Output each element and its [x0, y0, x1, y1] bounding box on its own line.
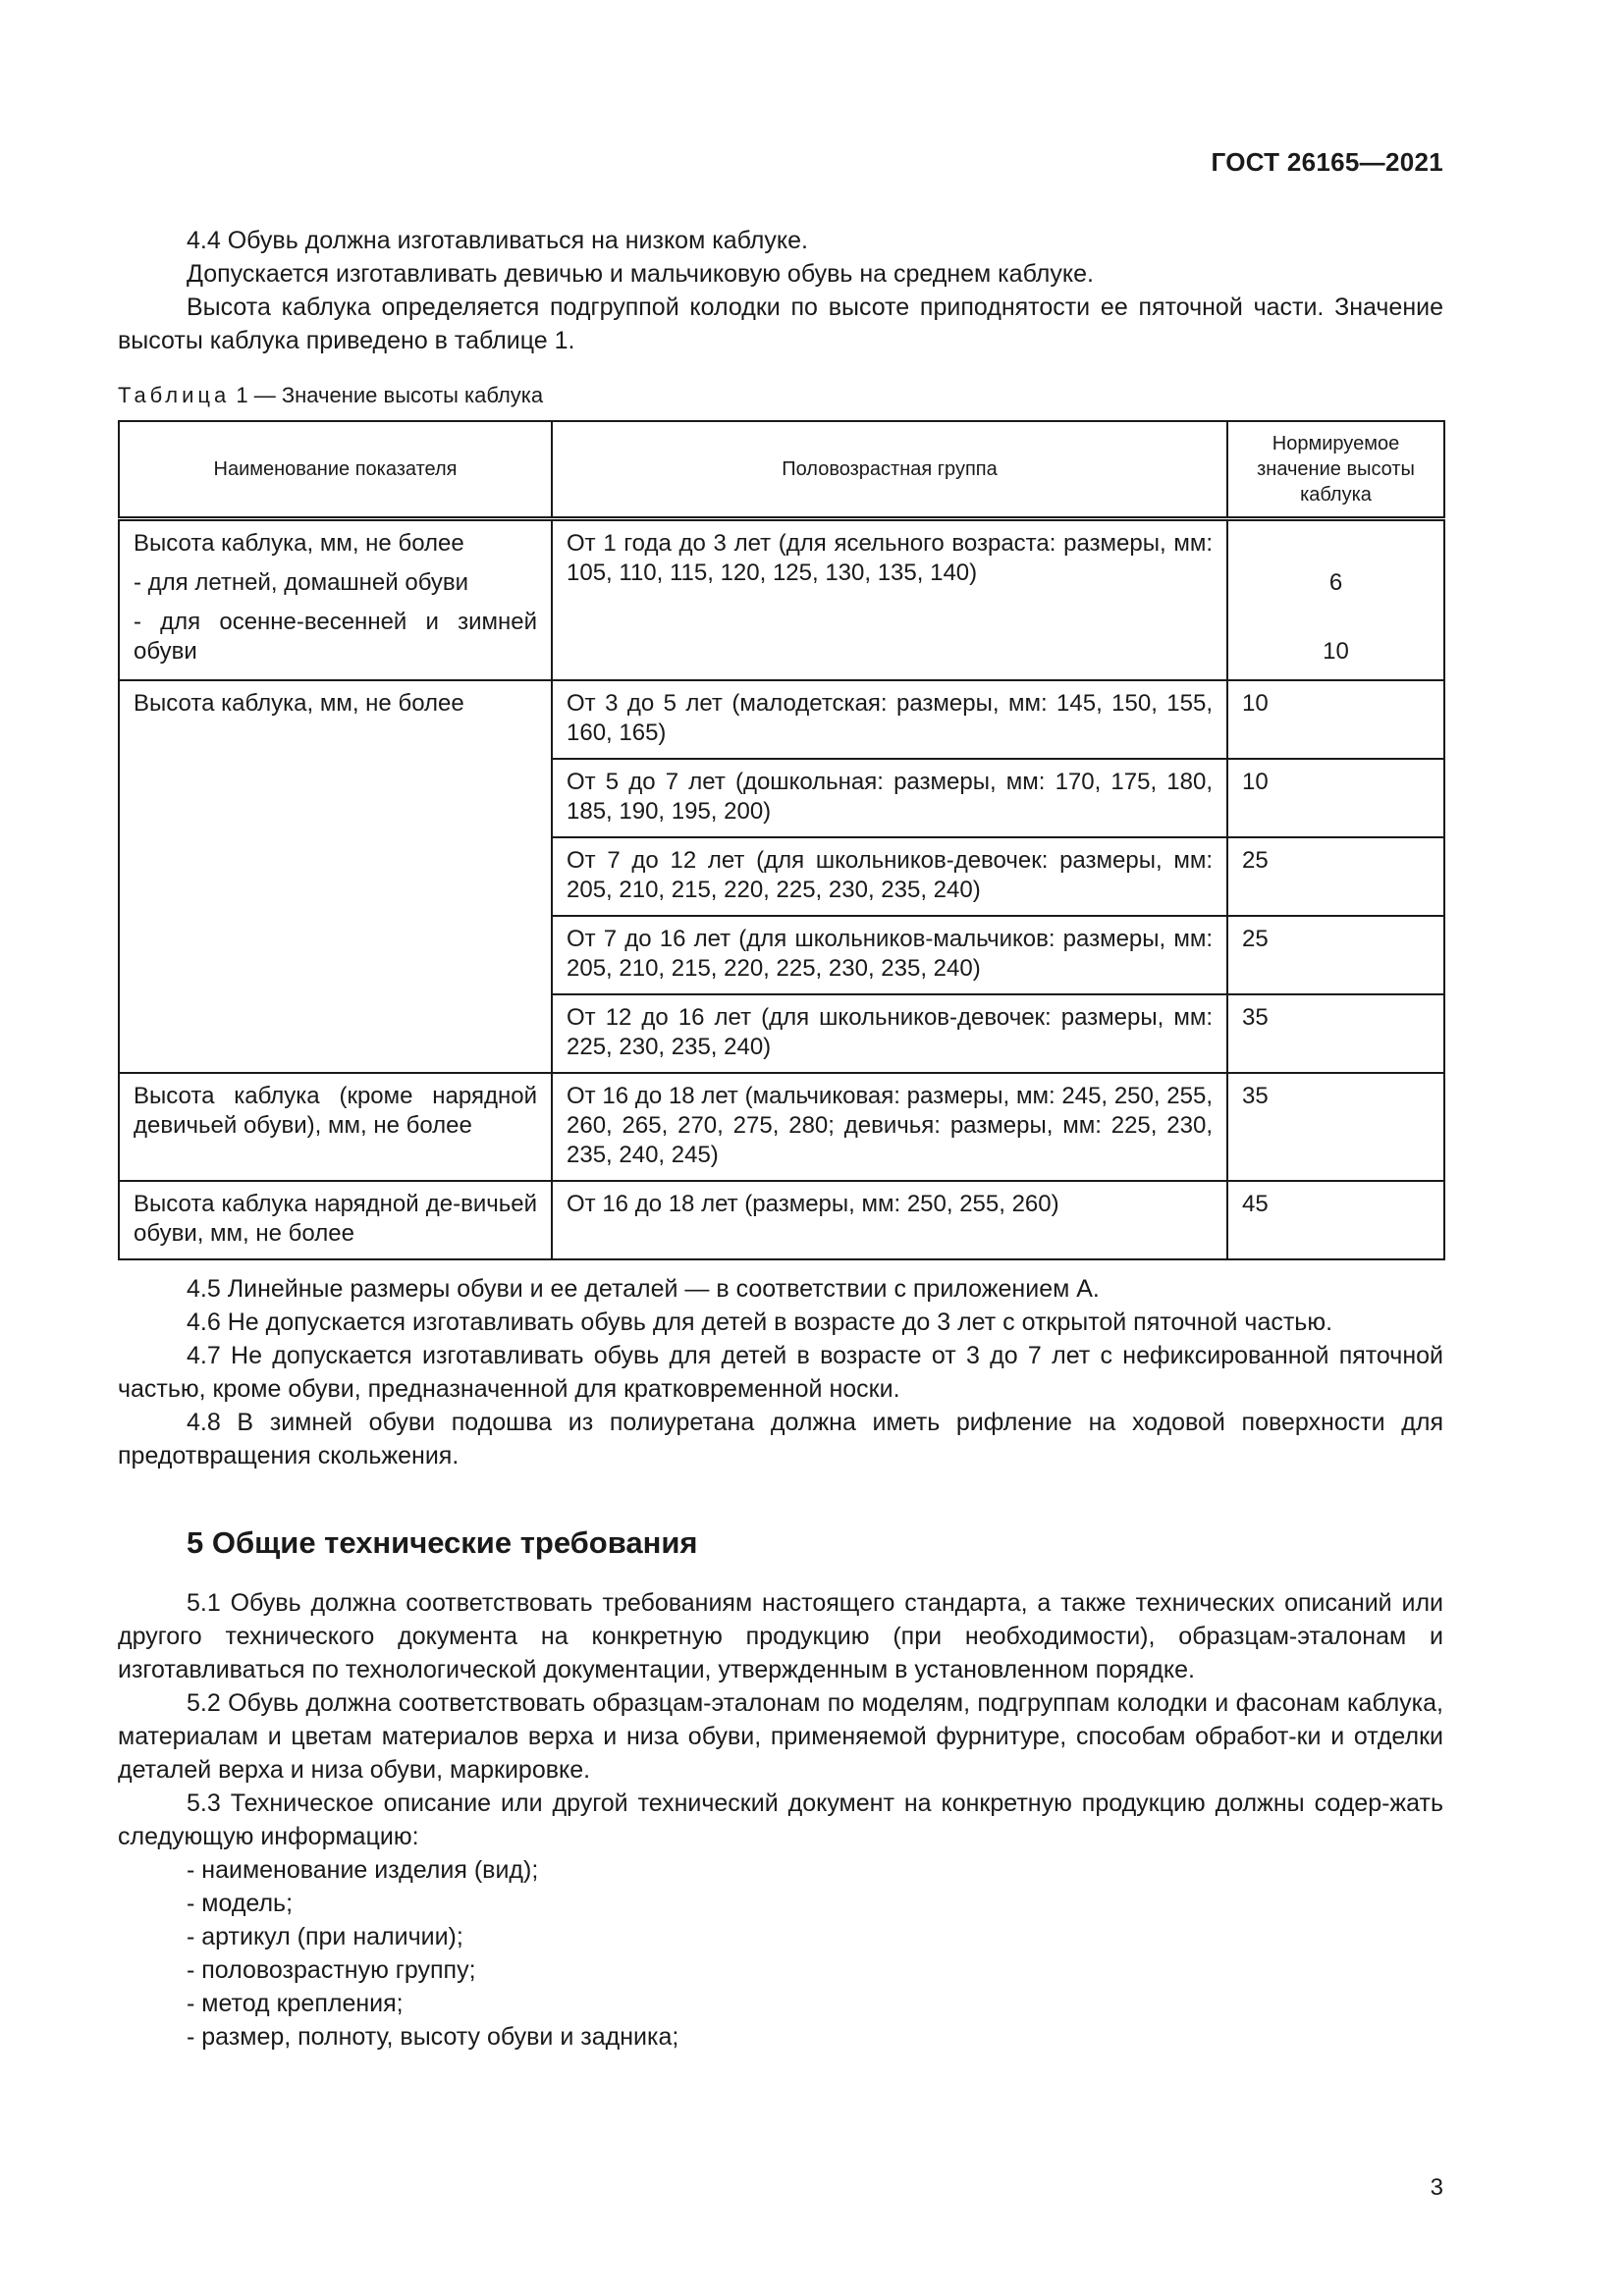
paragraph-4-4: 4.4 Обувь должна изготавливаться на низком каблуке.: [187, 227, 808, 254]
row3-group: От 16 до 18 лет (мальчиковая: размеры, мм: 245, 250, 255, 260, 265, 270, 275, 280; девичья: размеры, мм: 225, 230, 235, 240, 245): [552, 1073, 1227, 1181]
row1-sub-winter: - для осенне-весенней и зимней обуви: [134, 609, 537, 665]
paragraph-4-5: 4.5 Линейные размеры обуви и ее деталей — в соответствии с приложением А.: [187, 1274, 1100, 1303]
row2-group-1: От 3 до 5 лет (малодетская: размеры, мм: 145, 150, 155, 160, 165): [552, 680, 1227, 759]
page-content: [118, 224, 1443, 2054]
table-header-row: [119, 421, 1444, 519]
row4-group: От 16 до 18 лет (размеры, мм: 250, 255, 260): [552, 1181, 1227, 1259]
paragraph-5-2: 5.2 Обувь должна соответствовать образцам-эталонам по моделям, подгруппам колодки и фасонам каблука, материалам и цветам материалов верха и низа обуви, применяемой фурнитуре, способам обработ-ки и отделки деталей верха и низа обуви, маркировке.: [118, 1688, 1443, 1784]
row2-group-5: От 12 до 16 лет (для школьников-девочек: размеры, мм: 225, 230, 235, 240): [552, 994, 1227, 1073]
paragraph-4-6: 4.6 Не допускается изготавливать обувь для детей в возрасте до 3 лет с открытой пяточной частью.: [187, 1308, 1333, 1336]
paragraph-4-7: 4.7 Не допускается изготавливать обувь для детей в возрасте от 3 до 7 лет с нефиксированной пяточной частью, кроме обуви, предназначенной для кратковременной носки.: [118, 1341, 1443, 1403]
row4-name: Высота каблука нарядной де-вичьей обуви, мм, не более: [119, 1181, 552, 1259]
row3-name: Высота каблука (кроме нарядной девичьей обуви), мм, не более: [119, 1073, 552, 1181]
row1-name: Высота каблука, мм, не более: [134, 530, 464, 557]
row3-value: 35: [1227, 1073, 1444, 1181]
row2-value-5: 35: [1227, 994, 1444, 1073]
row2-group-3: От 7 до 12 лет (для школьников-девочек: размеры, мм: 205, 210, 215, 220, 225, 230, 235, 240): [552, 837, 1227, 916]
row2-value-1: 10: [1227, 680, 1444, 759]
requirements-list: [118, 1853, 1443, 2054]
header-norm-value: Нормируемое значение высоты каблука: [1227, 421, 1444, 519]
row2-value-3: 25: [1227, 837, 1444, 916]
list-item: - наименование изделия (вид);: [187, 1855, 539, 1884]
row1-sub-summer: - для летней, домашней обуви: [134, 569, 469, 596]
row2-name: Высота каблука, мм, не более: [119, 680, 552, 1073]
header-age-group: Половозрастная группа: [552, 421, 1227, 519]
after-table-paragraphs: [118, 1272, 1443, 1472]
paragraph-5-1: 5.1 Обувь должна соответствовать требованиям настоящего стандарта, а также технических описаний или другого технического документа на конкретную продукцию (при необходимости), образцам-эталонам и изготавливаться по технологической документации, утвержденным в установленном порядке.: [118, 1588, 1443, 1683]
heel-height-table: [118, 420, 1445, 1260]
list-item: - метод крепления;: [187, 1989, 404, 2017]
header-indicator-name: Наименование показателя: [119, 421, 552, 519]
table-row: [119, 519, 1444, 680]
list-item: - артикул (при наличии);: [187, 1922, 463, 1950]
table-row: [119, 1181, 1444, 1259]
row1-value-cell: [1227, 519, 1444, 680]
list-item: - модель;: [187, 1889, 294, 1917]
paragraph-4-8: 4.8 В зимней обуви подошва из полиуретана должна иметь рифление на ходовой поверхности для предотвращения скольжения.: [118, 1408, 1443, 1469]
table-row: [119, 680, 1444, 759]
table-caption-title: 1 — Значение высоты каблука: [230, 383, 544, 407]
row2-group-2: От 5 до 7 лет (дошкольная: размеры, мм: 170, 175, 180, 185, 190, 195, 200): [552, 759, 1227, 837]
row1-value-summer: 6: [1328, 569, 1343, 596]
table-caption-word: Таблица: [118, 383, 231, 407]
paragraph-4-4-height: Высота каблука определяется подгруппой колодки по высоте приподнятости ее пяточной части. Значение высоты каблука приведено в таблице 1.: [118, 294, 1443, 354]
row1-value-winter: 10: [1323, 638, 1349, 665]
list-item: - половозрастную группу;: [187, 1955, 476, 1984]
row1-name-cell: [119, 519, 552, 680]
row4-value: 45: [1227, 1181, 1444, 1259]
document-header: ГОСТ 26165—2021: [1211, 147, 1443, 177]
table-caption: [118, 381, 1443, 410]
row2-group-4: От 7 до 16 лет (для школьников-мальчиков: размеры, мм: 205, 210, 215, 220, 225, 230, 235, 240): [552, 916, 1227, 994]
list-item: - размер, полноту, высоту обуви и задника;: [187, 2022, 679, 2051]
row1-group: От 1 года до 3 лет (для ясельного возраста: размеры, мм: 105, 110, 115, 120, 125, 130, 135, 140): [552, 519, 1227, 680]
paragraph-4-4-allowance: Допускается изготавливать девичью и мальчиковую обувь на среднем каблуке.: [187, 260, 1094, 288]
row2-value-2: 10: [1227, 759, 1444, 837]
section-5-title: 5 Общие технические требования: [187, 1524, 698, 1560]
page-number: 3: [1430, 2174, 1443, 2201]
table-row: [119, 1073, 1444, 1181]
paragraph-5-3: 5.3 Техническое описание или другой технический документ на конкретную продукцию должны содер-жать следующую информацию:: [118, 1789, 1443, 1850]
row2-value-4: 25: [1227, 916, 1444, 994]
